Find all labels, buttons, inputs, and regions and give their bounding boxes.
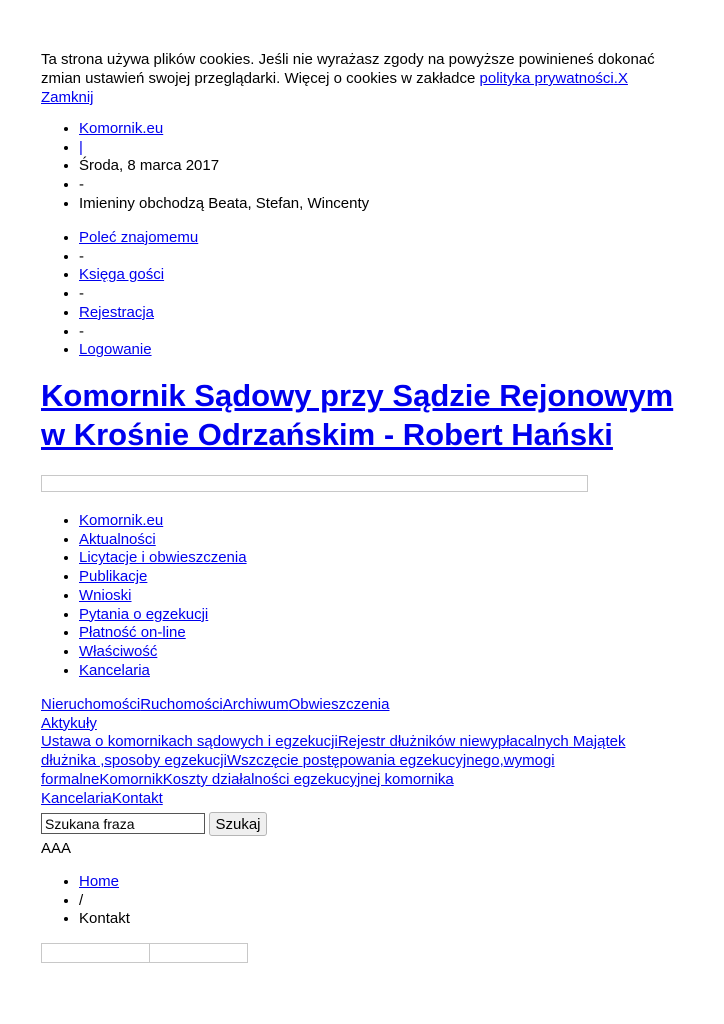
link-kontakt[interactable]: Kontakt [111,789,163,807]
nav-platnosc[interactable]: Płatność on-line [79,624,186,642]
guestbook-link[interactable]: Księga gości [79,266,165,284]
main-nav-item [79,587,247,606]
breadcrumb-home-link[interactable]: Home [79,873,120,890]
sub-links-row [41,733,661,789]
recommend-link[interactable]: Poleć znajomemu [79,229,199,246]
link-nieruchomosci[interactable]: Nieruchomości [41,696,141,713]
namedays: • Imieniny obchodzą Beata, Stefan, Wincenty [79,195,369,214]
top-info-item [79,139,369,158]
link-majatek[interactable]: Majątek dłużnika ,sposoby egzekucji [41,733,626,770]
search-input[interactable] [41,813,205,834]
site-home-link[interactable]: Komornik.eu [79,120,164,137]
nav-pytania[interactable]: Pytania o egzekucji [79,605,209,623]
link-koszty[interactable]: Koszty działalności egzekucyjnej komornika [162,770,454,788]
nav-licytacje[interactable]: Licytacje i obwieszczenia [79,549,247,567]
link-kancelaria[interactable]: Kancelaria [41,789,112,807]
main-nav-item [79,512,247,531]
nav-komornik-eu[interactable]: Komornik.eu [79,512,164,529]
top-info-separator: | [79,138,83,156]
link-archiwum[interactable]: Archiwum [222,696,289,713]
breadcrumb-current: • Kontakt [79,910,130,929]
sub-links-row [41,715,661,734]
content-tab [150,943,248,963]
sub-links-row [41,696,661,715]
nav-aktualnosci[interactable]: Aktualności [79,530,156,548]
user-menu-dash: • - [79,248,198,267]
close-cookie-link[interactable]: X Zamknij [41,70,628,106]
main-nav-item [79,662,247,681]
user-menu-item [79,229,198,248]
link-obwieszczenia[interactable]: Obwieszczenia [288,696,390,713]
top-info-item [79,120,369,139]
link-wszczecie[interactable]: Wszczęcie postępowania egzekucyjnego,wymogi formalne [41,752,555,788]
top-info-list [41,120,369,214]
search-button[interactable]: Szukaj [209,812,267,836]
nav-kancelaria[interactable]: Kancelaria [79,661,150,679]
link-ruchomosci[interactable]: Ruchomości [140,696,223,713]
link-komornik[interactable]: Komornik [99,770,163,788]
cookie-separator: . [613,70,618,87]
user-menu-item [79,304,198,323]
site-title [41,376,681,454]
current-date: • Środa, 8 marca 2017 [79,157,369,176]
user-menu-dash: • - [79,323,198,342]
main-nav-item [79,606,247,625]
content-tabs [41,943,248,963]
user-menu-dash: • - [79,285,198,304]
login-link[interactable]: Logowanie [79,341,152,359]
privacy-policy-link[interactable]: polityka prywatności [479,70,614,87]
font-size-switcher[interactable]: AAA [41,840,72,857]
main-nav-item [79,549,247,568]
breadcrumb [41,873,130,929]
user-menu-item [79,266,198,285]
main-nav-item [79,531,247,550]
breadcrumb-item [79,873,130,892]
link-aktykuly[interactable]: Aktykuły [41,714,97,732]
register-link[interactable]: Rejestracja [79,303,155,321]
cookie-notice-text: Ta strona używa plików cookies. Jeśli nie wyrażasz zgody na powyższe powinieneś dokonać zmian ustawień swojej przeglądarki. Więcej o cookies w zakładce [41,51,655,87]
top-info-dash: • - [79,176,369,195]
breadcrumb-separator: • / [79,892,130,911]
user-menu-item [79,341,198,360]
cookie-notice [41,50,661,107]
main-nav-item [79,643,247,662]
content-tab [41,943,150,963]
user-menu [41,229,198,360]
sub-links [41,696,661,808]
title-bar [41,475,588,492]
main-nav [41,512,247,680]
nav-publikacje[interactable]: Publikacje [79,568,148,586]
link-rejestr[interactable]: Rejestr dłużników niewypłacalnych [337,733,569,751]
nav-wnioski[interactable]: Wnioski [79,586,132,604]
nav-wlasciwosc[interactable]: Właściwość [79,642,158,660]
link-ustawa[interactable]: Ustawa o komornikach sądowych i egzekucji [41,733,338,751]
sub-links-row [41,790,661,809]
site-title-link[interactable]: Komornik Sądowy przy Sądzie Rejonowym w Krośnie Odrzańskim - Robert Hański [41,378,674,452]
main-nav-item [79,624,247,643]
main-nav-item [79,568,247,587]
